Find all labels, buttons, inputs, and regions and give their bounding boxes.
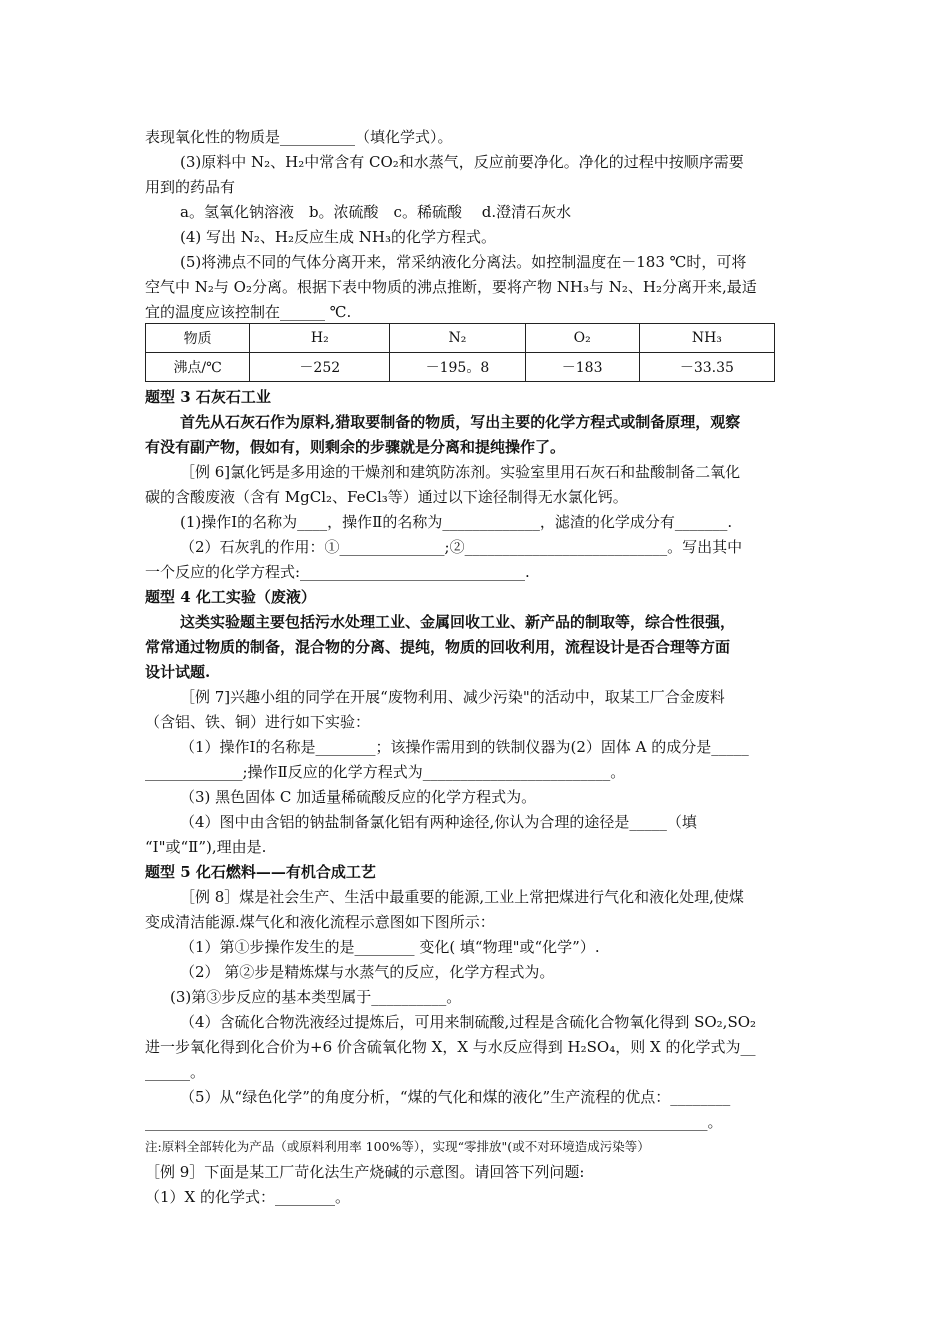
text-line: 进一步氧化得到化合价为+6 价含硫氧化物 X，X 与水反应得到 H₂SO₄，则 X 的化学式为__ xyxy=(145,1038,756,1056)
section-heading-line: 常常通过物质的制备，混合物的分离、提纯，物质的回收利用，流程设计是否合理等方面 xyxy=(145,638,731,656)
text-line: 空气中 N₂与 O₂分离。根据下表中物质的沸点推断，要将产物 NH₃与 N₂、H₂分离开来,最适 xyxy=(145,278,757,296)
table-cell: 物质 xyxy=(146,324,250,353)
text-line: （2） 第②步是精炼煤与水蒸气的反应，化学方程式为。 xyxy=(180,963,555,981)
section-heading-line: 首先从石灰石作为原料,猎取要制备的物质，写出主要的化学方程式或制备原理，观察 xyxy=(180,413,741,431)
section-heading-line: 这类实验题主要包括污水处理工业、金属回收工业、新产品的制取等，综合性很强， xyxy=(180,613,736,631)
text-line: _____________;操作Ⅱ反应的化学方程式为_________________________。 xyxy=(145,763,626,781)
text-line: 碳的含酸废液（含有 MgCl₂、FeCl₃等）通过以下途径制得无水氯化钙。 xyxy=(145,488,628,506)
section-heading-line: 题型 3 石灰石工业 xyxy=(145,388,271,406)
text-line: ［例 7]兴趣小组的同学在开展“废物利用、减少污染"的活动中，取某工厂合金废料 xyxy=(180,688,725,706)
table-header-row xyxy=(146,324,775,353)
section-heading-line: 有没有副产物，假如有，则剩余的步骤就是分离和提纯操作了。 xyxy=(145,438,566,456)
table-cell: 沸点/℃ xyxy=(146,353,250,382)
text-line: “Ⅰ"或“Ⅱ”),理由是. xyxy=(145,838,267,856)
text-line: (4) 写出 N₂、H₂反应生成 NH₃的化学方程式。 xyxy=(180,228,497,246)
section-heading-line: 设计试题. xyxy=(145,663,211,681)
text-line: 用到的药品有 xyxy=(145,178,236,196)
text-line: ［例 9］下面是某工厂苛化法生产烧碱的示意图。请回答下列问题: xyxy=(145,1163,585,1181)
text-line: （4）含硫化合物洗液经过提炼后，可用来制硫酸,过程是含硫化合物氧化得到 SO₂,SO₂ xyxy=(180,1013,757,1031)
text-line: 宜的温度应该控制在______ ℃. xyxy=(145,303,352,321)
text-line: （4）图中由含铝的钠盐制备氯化铝有两种途径,你认为合理的途径是_____（填 xyxy=(180,813,697,831)
table-cell: N₂ xyxy=(390,324,525,353)
text-line: ［例 6]氯化钙是多用途的干燥剂和建筑防冻剂。实验室里用石灰石和盐酸制备二氧化 xyxy=(180,463,741,481)
text-line: （2）石灰乳的作用：①______________;②___________________________。写出其中 xyxy=(180,538,743,556)
text-line: ［例 8］煤是社会生产、生活中最重要的能源,工业上常把煤进行气化和液化处理,使煤 xyxy=(180,888,744,906)
note-line: 注:原料全部转化为产品（或原料利用率 100%等），实现“零排放"(或不对环境造成污染等） xyxy=(145,1139,650,1154)
text-line: ___________________________________________________________________________。 xyxy=(145,1113,723,1131)
text-line: ______。 xyxy=(145,1063,206,1081)
text-line: （1）X 的化学式：________。 xyxy=(145,1188,350,1206)
text-line: (3)第③步反应的基本类型属于__________。 xyxy=(170,988,462,1006)
boiling-point-table xyxy=(145,323,775,382)
text-line: (3)原料中 N₂、H₂中常含有 CO₂和水蒸气，反应前要净化。净化的过程中按顺序需要 xyxy=(180,153,744,171)
text-line: （1）操作Ⅰ的名称是________；该操作需用到的铁制仪器为(2）固体 A 的成分是_____ xyxy=(180,738,749,756)
section-heading-line: 题型 5 化石燃料——有机合成工艺 xyxy=(145,863,376,881)
text-line: （含铝、铁、铜）进行如下实验： xyxy=(145,713,371,731)
text-line: （1）第①步操作发生的是________ 变化( 填“物理"或“化学”）. xyxy=(180,938,600,956)
table-cell: NH₃ xyxy=(639,324,774,353)
table-cell: －252 xyxy=(250,353,390,382)
text-line: （5）从“绿色化学”的角度分析，“煤的气化和煤的液化”生产流程的优点：________ xyxy=(180,1088,731,1106)
text-line: (1)操作Ⅰ的名称为____，操作Ⅱ的名称为_____________，滤渣的化学成分有_______. xyxy=(180,513,733,531)
table-cell: －183 xyxy=(525,353,639,382)
text-line: (5)将沸点不同的气体分离开来，常采纳液化分离法。如控制温度在－183 ℃时，可将 xyxy=(180,253,747,271)
text-line: 一个反应的化学方程式:______________________________. xyxy=(145,563,530,581)
table-row xyxy=(146,353,775,382)
table-cell: －195。8 xyxy=(390,353,525,382)
table-cell: －33.35 xyxy=(639,353,774,382)
text-line: （3) 黑色固体 C 加适量稀硫酸反应的化学方程式为。 xyxy=(180,788,537,806)
text-line: 表现氧化性的物质是__________（填化学式）。 xyxy=(145,128,453,146)
text-line: 变成清洁能源.煤气化和液化流程示意图如下图所示： xyxy=(145,913,495,931)
table-cell: O₂ xyxy=(525,324,639,353)
section-heading-line: 题型 4 化工实验（废液） xyxy=(145,588,316,606)
text-line: a。氢氧化钠溶液 b。浓硫酸 c。稀硫酸 d.澄清石灰水 xyxy=(180,203,572,221)
table-cell: H₂ xyxy=(250,324,390,353)
